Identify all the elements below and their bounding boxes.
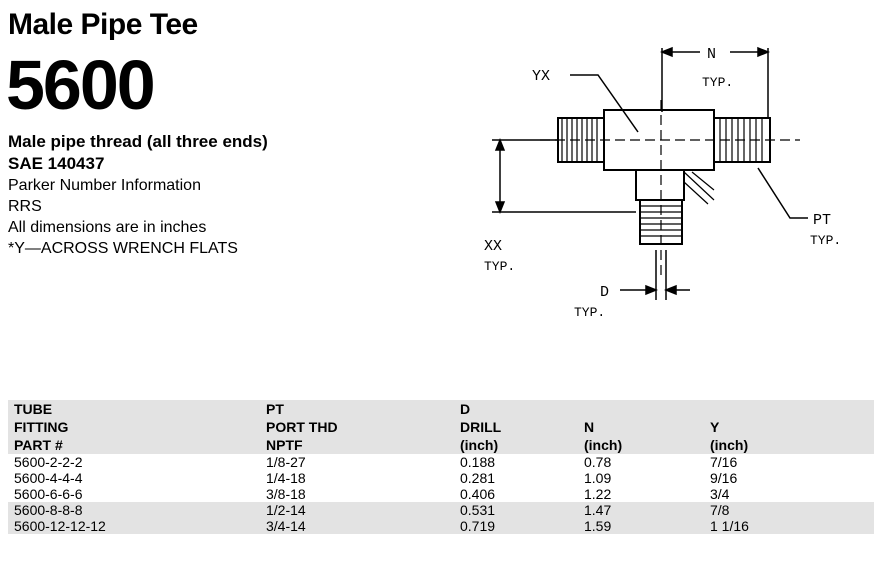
label-d-typ: TYP. [574,305,606,320]
label-pt: PT [813,212,832,229]
cell-part-number: 5600-6-6-6 [14,486,83,502]
page-title: Male Pipe Tee [8,8,198,41]
label-d: D [600,284,610,301]
cell-drill: 0.188 [460,454,496,470]
cell-y: 3/4 [710,486,730,502]
cell-port-thread: 3/4-14 [266,518,306,534]
sae-number: SAE 140437 [8,154,105,173]
cell-n: 1.22 [584,486,612,502]
label-n: N [707,46,717,63]
cell-port-thread: 3/8-18 [266,486,306,502]
d-dimension [620,250,690,300]
table-row [8,454,874,470]
cell-part-number: 5600-2-2-2 [14,454,83,470]
header-cell: (inch) [710,437,749,453]
cell-n: 1.59 [584,518,612,534]
cell-y: 1 1/16 [710,518,749,534]
header-cell: PT [266,401,284,417]
header-cell: D [460,401,471,417]
cell-drill: 0.531 [460,502,496,518]
header-cell: Y [710,419,720,435]
header-cell [704,400,874,418]
dimension-table [8,400,874,534]
info-line-parker: Parker Number Information [8,177,201,194]
header-cell [578,400,704,418]
info-line-dimensions: All dimensions are in inches [8,219,207,236]
table-header-row [8,400,874,418]
table-row [8,518,874,534]
part-series-number: 5600 [6,46,154,124]
label-n-typ: TYP. [702,75,734,90]
header-cell: (inch) [584,437,623,453]
table-header-row [8,436,874,454]
header-cell: FITTING [14,419,69,435]
cell-n: 1.47 [584,502,612,518]
cell-port-thread: 1/8-27 [266,454,306,470]
cell-port-thread: 1/2-14 [266,502,306,518]
cell-n: 1.09 [584,470,612,486]
label-xx: XX [484,238,503,255]
header-cell: N [584,419,595,435]
header-cell: TUBE [14,401,53,417]
label-pt-typ: TYP. [810,233,842,248]
cell-port-thread: 1/4-18 [266,470,306,486]
table-row [8,502,874,518]
header-cell: (inch) [460,437,499,453]
thread-description: Male pipe thread (all three ends) [8,132,268,151]
cell-part-number: 5600-12-12-12 [14,518,106,534]
table-row [8,486,874,502]
info-line-wrench-flats: *Y—ACROSS WRENCH FLATS [8,240,238,257]
tee-fitting-diagram [470,40,870,330]
header-cell: DRILL [460,419,502,435]
cell-drill: 0.406 [460,486,496,502]
header-cell: PART # [14,437,63,453]
info-line-rrs: RRS [8,198,42,215]
header-cell: NPTF [266,437,303,453]
label-xx-typ: TYP. [484,259,516,274]
cell-part-number: 5600-4-4-4 [14,470,83,486]
cell-y: 7/16 [710,454,738,470]
table-row [8,470,874,486]
cell-n: 0.78 [584,454,612,470]
cell-y: 7/8 [710,502,730,518]
cell-drill: 0.719 [460,518,496,534]
cell-part-number: 5600-8-8-8 [14,502,83,518]
cell-drill: 0.281 [460,470,496,486]
label-yx: YX [532,68,551,85]
cell-y: 9/16 [710,470,738,486]
header-cell: PORT THD [266,419,338,435]
table-header-row [8,418,874,436]
